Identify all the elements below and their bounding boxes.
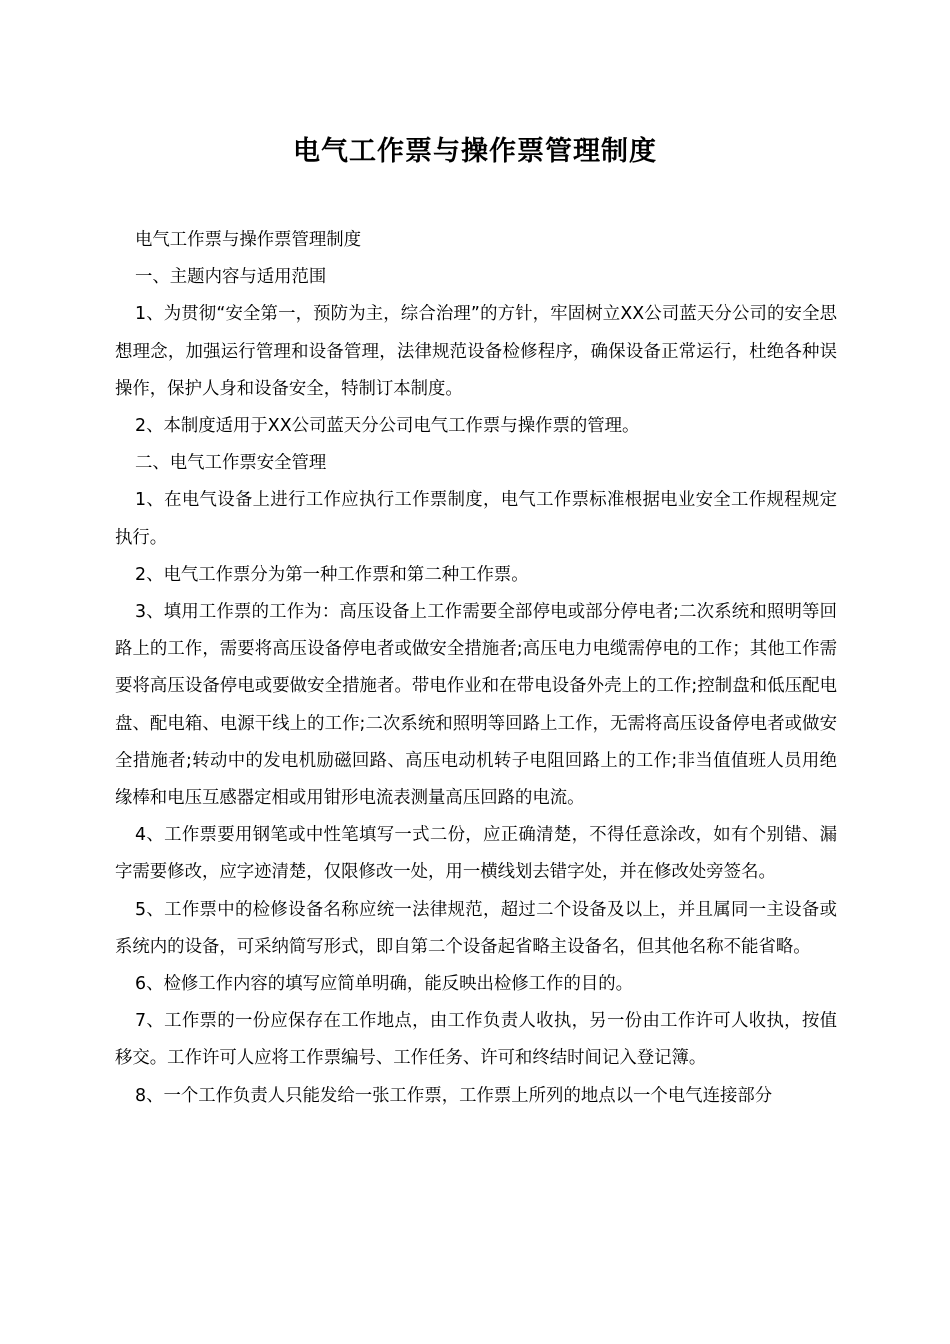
paragraph-heading: 电气工作票与操作票管理制度	[135, 230, 362, 250]
paragraph: 1、为贯彻“安全第一，预防为主，综合治理”的方针，牢固树立XX公司蓝天分公司的安全思想理念，加强运行管理和设备管理，法律规范设备检修程序，确保设备正常运行，杜绝各种误操作，保护人身和设备安全，特制订本制度。	[115, 304, 837, 399]
paragraph: 3、填用工作票的工作为：高压设备上工作需要全部停电或部分停电者;二次系统和照明等回路上的工作，需要将高压设备停电者或做安全措施者;高压电力电缆需停电的工作；其他工作需要将高压设备停电或要做安全措施者。带电作业和在带电设备外壳上的工作;控制盘和低压配电盘、配电箱、电源干线上的工作;二次系统和照明等回路上工作，无需将高压设备停电者或做安全措施者;转动中的发电机励磁回路、高压电动机转子电阻回路上的工作;非当值值班人员用绝缘棒和电压互感器定相或用钳形电流表测量高压回路的电流。	[115, 602, 837, 809]
paragraph: 7、工作票的一份应保存在工作地点，由工作负责人收执，另一份由工作许可人收执，按值移交。工作许可人应将工作票编号、工作任务、许可和终结时间记入登记簿。	[115, 1011, 837, 1069]
paragraph: 4、工作票要用钢笔或中性笔填写一式二份，应正确清楚，不得任意涂改，如有个别错、漏字需要修改，应字迹清楚，仅限修改一处，用一横线划去错字处，并在修改处旁签名。	[115, 825, 837, 883]
section-heading-2: 二、电气工作票安全管理	[135, 453, 327, 474]
paragraph: 8、一个工作负责人只能发给一张工作票，工作票上所列的地点以一个电气连接部分	[135, 1085, 773, 1106]
paragraph: 2、电气工作票分为第一种工作票和第二种工作票。	[135, 564, 529, 585]
document-body	[115, 222, 837, 1115]
paragraph: 6、检修工作内容的填写应简单明确，能反映出检修工作的目的。	[135, 974, 634, 995]
paragraph: 2、本制度适用于XX公司蓝天分公司电气工作票与操作票的管理。	[135, 416, 640, 437]
paragraph: 1、在电气设备上进行工作应执行工作票制度，电气工作票标准根据电业安全工作规程规定执行。	[115, 490, 837, 548]
document-title: 电气工作票与操作票管理制度	[293, 136, 657, 167]
section-heading-1: 一、主题内容与适用范围	[135, 267, 327, 288]
paragraph: 5、工作票中的检修设备名称应统一法律规范，超过二个设备及以上，并且属同一主设备或系统内的设备，可采纳简写形式，即自第二个设备起省略主设备名，但其他名称不能省略。	[115, 899, 837, 957]
